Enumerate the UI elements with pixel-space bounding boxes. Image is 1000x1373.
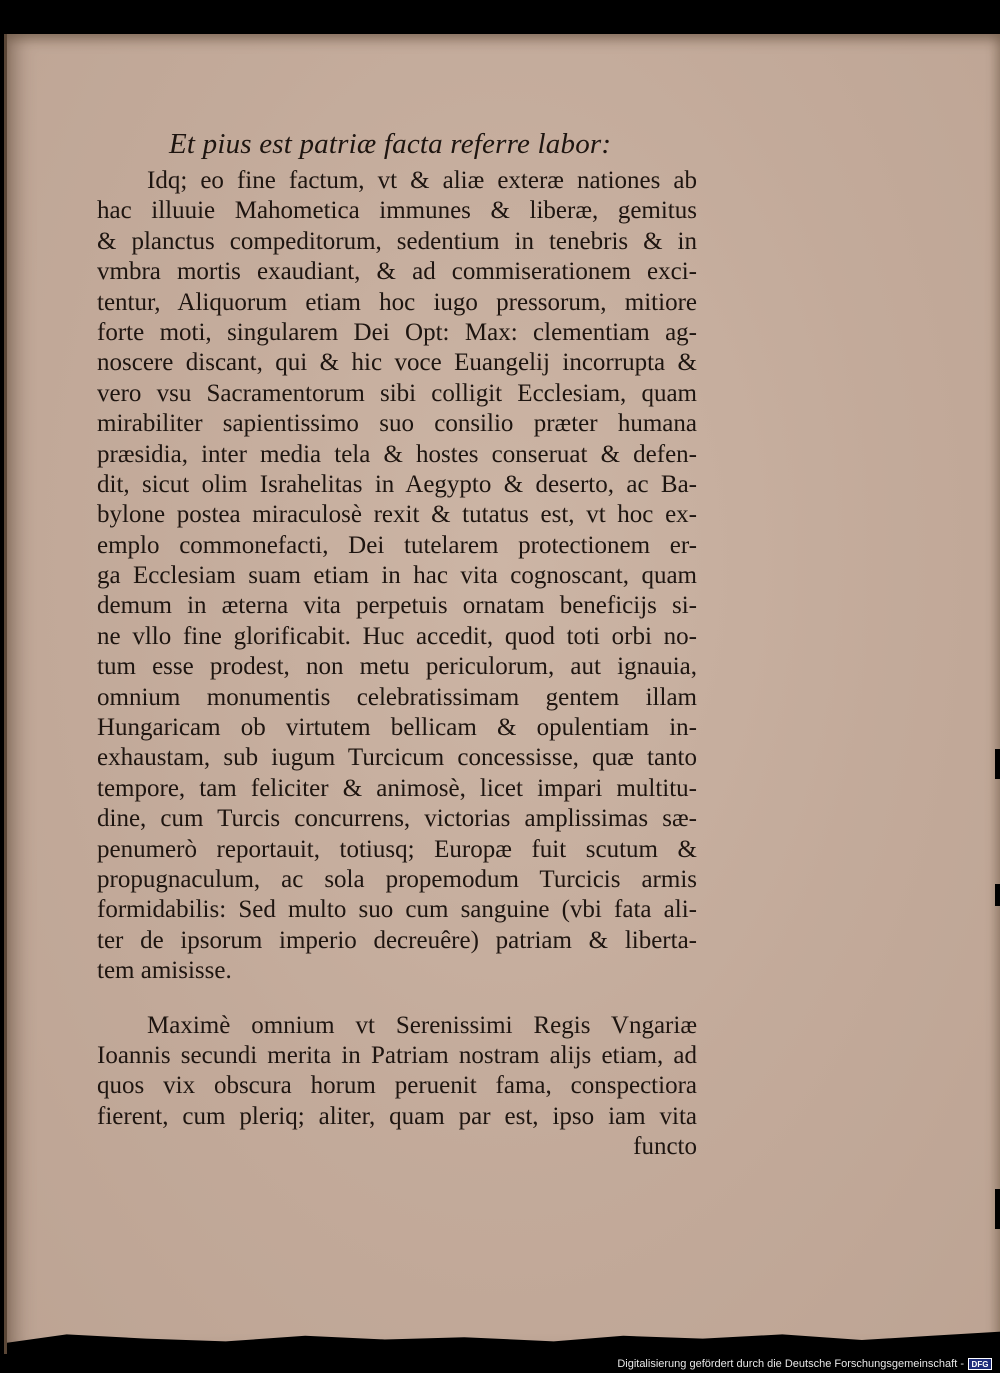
text-line: exhaustam, sub iugum Turcicum concessisse, quæ tanto	[97, 744, 697, 772]
text-line: Ioannis secundi merita in Patriam nostram alijs etiam, ad	[97, 1041, 697, 1069]
text-line: demum in æterna vita perpetuis ornatam beneficijs si-	[97, 592, 697, 620]
text-line: Idq; eo fine factum, vt & aliæ exteræ nationes ab	[147, 167, 697, 194]
paragraph-gap	[97, 987, 697, 1011]
page-edge-damage	[995, 1189, 1000, 1229]
paragraph-1	[97, 166, 697, 987]
text-line: præsidia, inter media tela & hostes conseruat & defen-	[97, 440, 697, 468]
dfg-logo: DFG	[968, 1358, 992, 1370]
text-line: omnium monumentis celebratissimam gentem illam	[97, 683, 697, 711]
text-line: bylone postea miraculosè rexit & tutatus est, vt hoc ex-	[97, 501, 697, 529]
page-bottom-edge	[7, 1326, 1000, 1354]
text-line: vero vsu Sacramentorum sibi colligit Ecclesiam, quam	[97, 379, 697, 407]
text-block	[97, 124, 697, 1163]
top-border	[0, 0, 1000, 34]
text-line: ter de ipsorum imperio decreuêre) patriam & liberta-	[97, 926, 697, 954]
text-line: emplo commonefacti, Dei tutelarem protectionem er-	[97, 531, 697, 559]
text-line: propugnaculum, ac sola propemodum Turcicis armis	[97, 865, 697, 893]
page-edge-damage	[995, 884, 1000, 906]
text-line: ne vllo fine glorificabit. Huc accedit, quod toti orbi no-	[97, 622, 697, 650]
page-edge-damage	[995, 749, 1000, 779]
paragraph-2	[97, 1011, 697, 1133]
text-line: forte moti, singularem Dei Opt: Max: clementiam ag-	[97, 318, 697, 346]
text-line: vmbra mortis exaudiant, & ad commiserationem exci-	[97, 258, 697, 286]
text-line: dine, cum Turcis concurrens, victorias amplissimas sæ-	[97, 805, 697, 833]
text-line: fierent, cum pleriq; aliter, quam par est, ipso iam vita	[97, 1102, 697, 1130]
book-page	[4, 34, 1000, 1354]
text-line: & planctus compeditorum, sedentium in tenebris & in	[97, 227, 697, 255]
text-line: formidabilis: Sed multo suo cum sanguine (vbi fata ali-	[97, 896, 697, 924]
text-line: tentur, Aliquorum etiam hoc iugo pressorum, mitiore	[97, 288, 697, 316]
text-line: Maximè omnium vt Serenissimi Regis Vngariæ	[147, 1011, 697, 1039]
catchword: functo	[633, 1133, 697, 1161]
footer-credit: Digitalisierung gefördert durch die Deutsche Forschungsgemeinschaft -	[617, 1358, 964, 1370]
text-line: ga Ecclesiam suam etiam in hac vita cognoscant, quam	[97, 562, 697, 590]
text-line: tem amisisse.	[97, 957, 232, 985]
text-line: noscere discant, qui & hic voce Euangelij incorrupta &	[97, 349, 697, 377]
text-line: quos vix obscura horum peruenit fama, conspectiora	[97, 1072, 697, 1100]
text-line: tum esse prodest, non metu periculorum, aut ignauia,	[97, 653, 697, 681]
text-line: hac illuuie Mahometica immunes & liberæ, gemitus	[97, 197, 697, 225]
text-line: dit, sicut olim Israhelitas in Aegypto & deserto, ac Ba-	[97, 470, 697, 498]
page-heading: Et pius est patriæ facta referre labor:	[169, 128, 612, 160]
text-line: penumerò reportauit, totiusq; Europæ fuit scutum &	[97, 835, 697, 863]
text-line: mirabiliter sapientissimo suo consilio præter humana	[97, 410, 697, 438]
text-line: tempore, tam feliciter & animosè, licet impari multitu-	[97, 774, 697, 802]
text-line: Hungaricam ob virtutem bellicam & opulentiam in-	[97, 714, 697, 742]
footer-bar	[0, 1354, 1000, 1373]
